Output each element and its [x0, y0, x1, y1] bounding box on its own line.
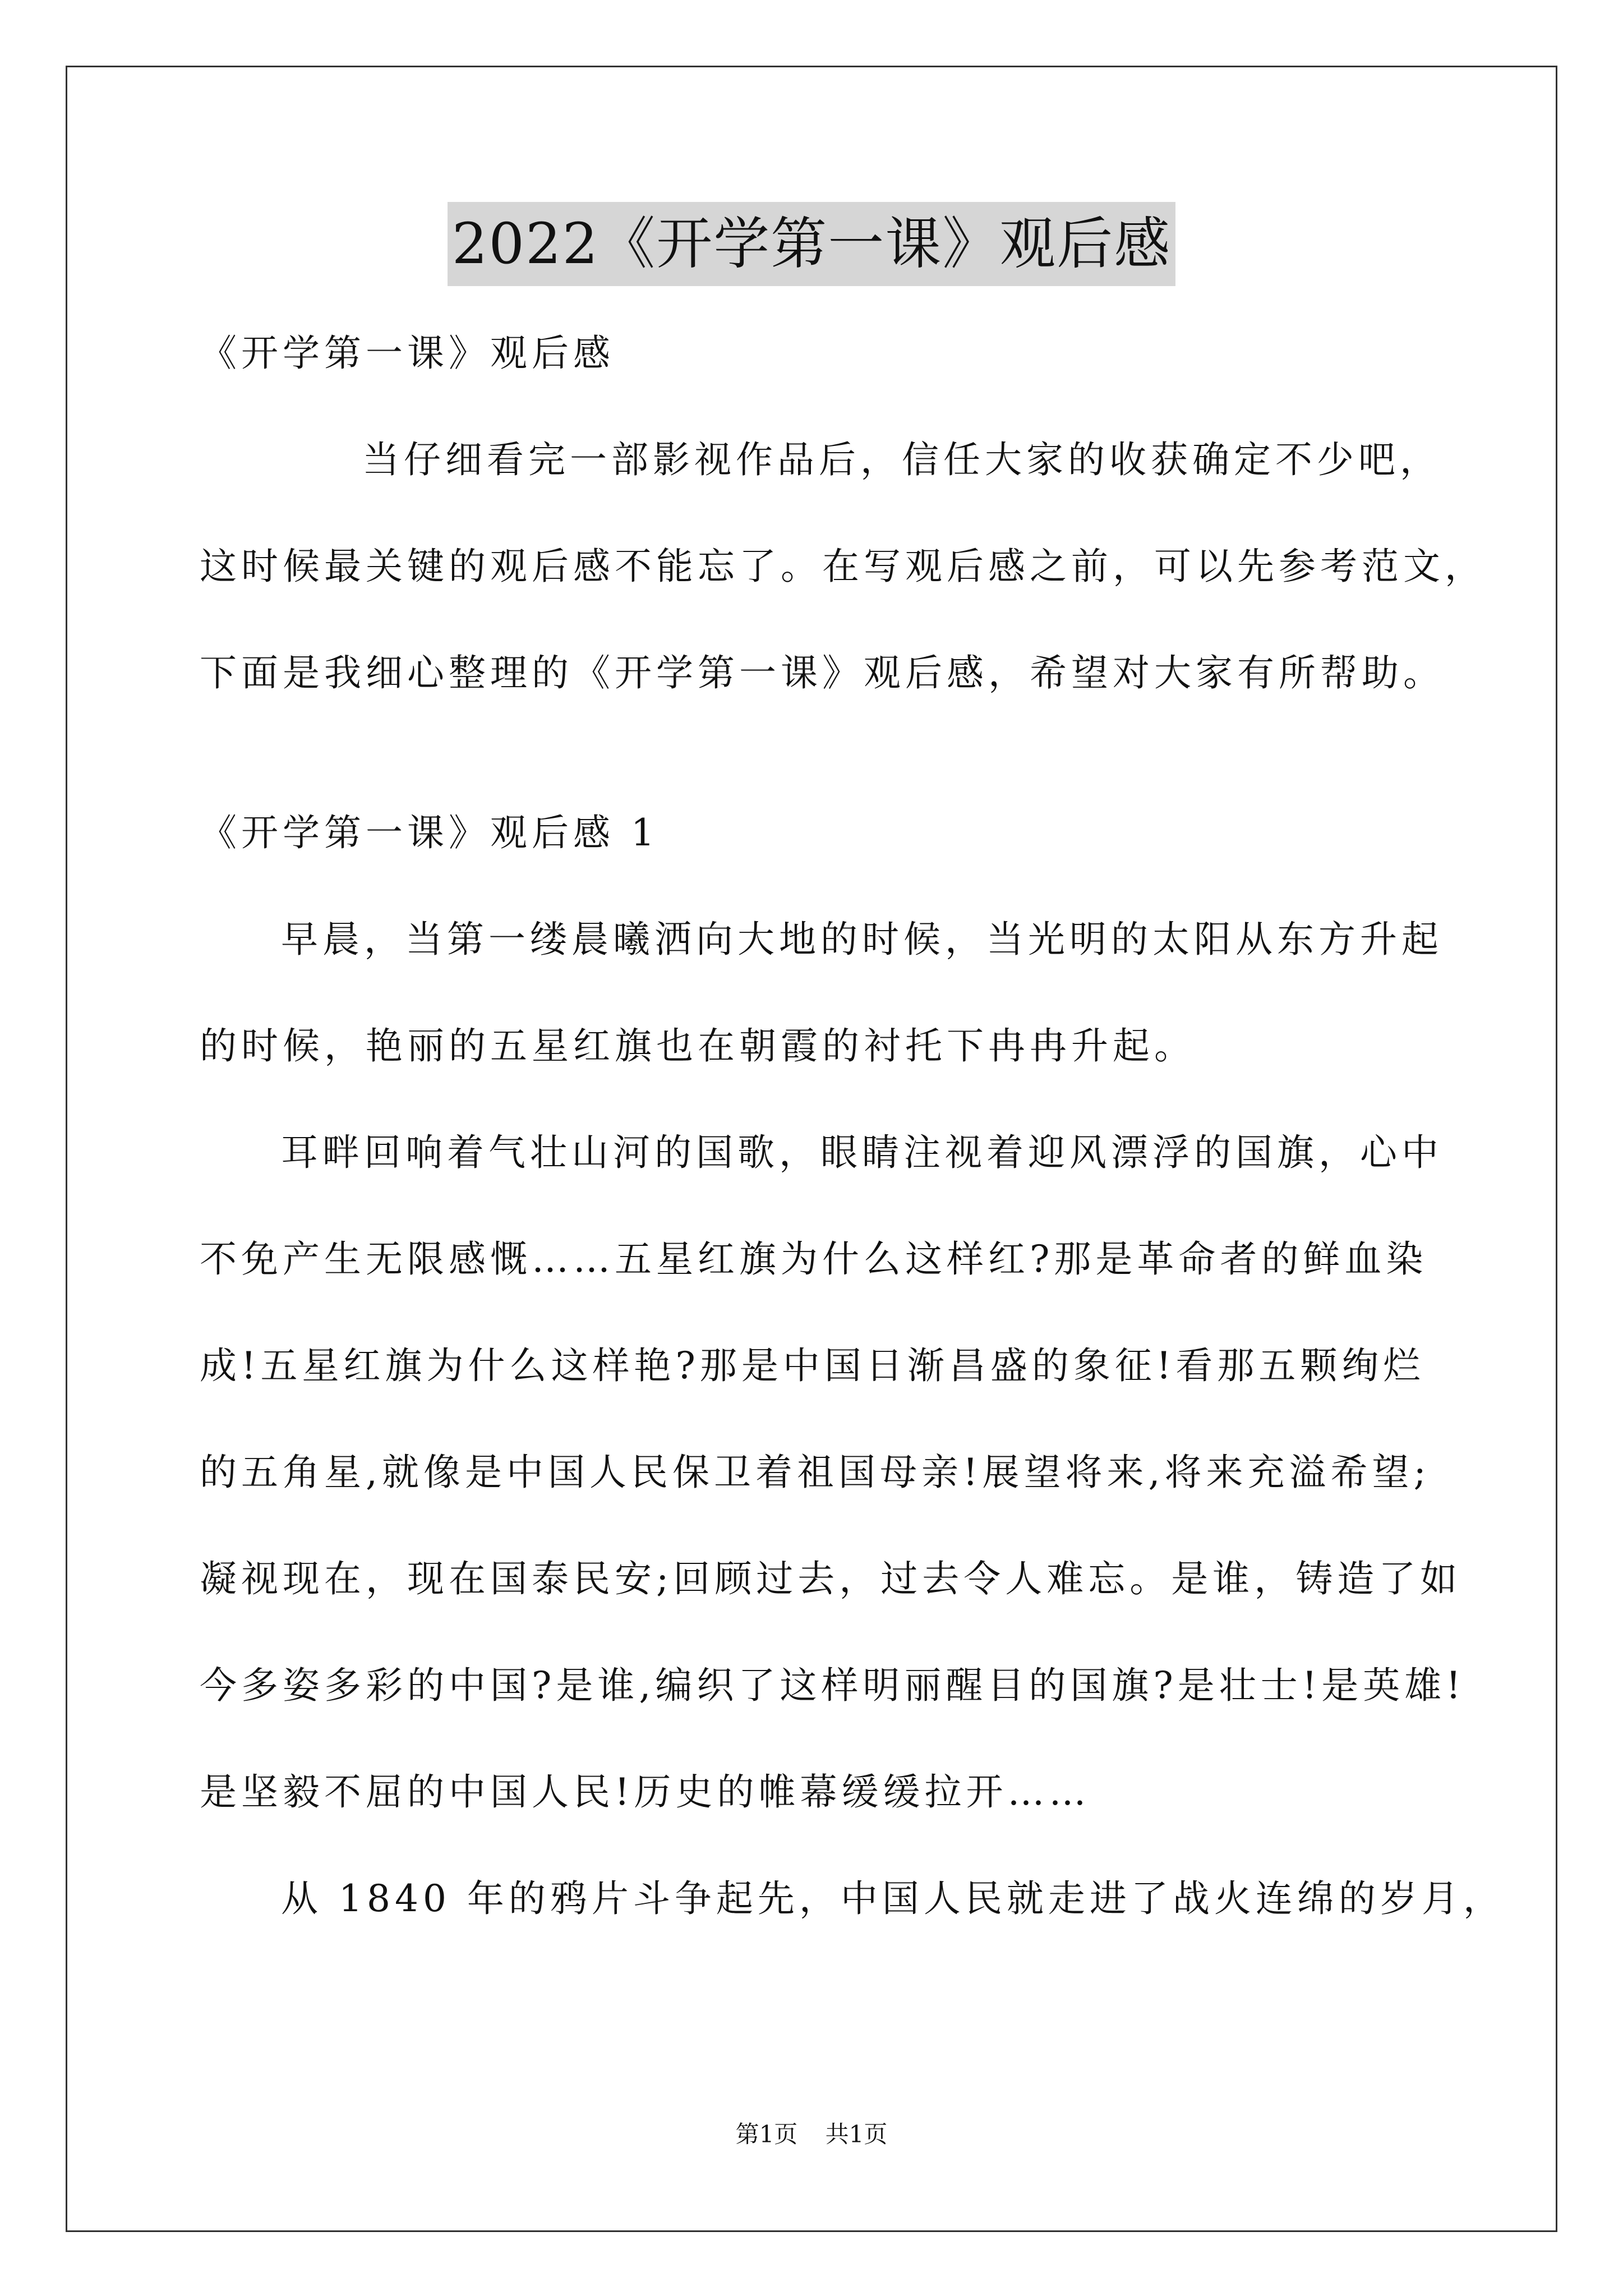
intro-line: 当仔细看完一部影视作品后，信任大家的收获确定不少吧， [362, 438, 1441, 481]
page-number: 第1页 [735, 2120, 798, 2148]
title-container [0, 202, 1623, 286]
paragraph-line: 的时候，艳丽的五星红旗也在朝霞的衬托下冉冉升起。 [200, 1024, 1196, 1068]
intro-line: 这时候最关键的观后感不能忘了。在写观后感之前，可以先参考范文， [200, 545, 1486, 588]
document-body [200, 300, 1505, 1952]
paragraph-line: 凝视现在，现在国泰民安;回顾过去，过去令人难忘。是谁，铸造了如 [200, 1557, 1462, 1600]
page-total: 共1页 [825, 2120, 888, 2148]
paragraph-line: 不免产生无限感慨……五星红旗为什么这样红?那是革命者的鲜血染 [200, 1237, 1428, 1281]
page-footer [0, 2118, 1623, 2151]
paragraph-line: 早晨，当第一缕晨曦洒向大地的时候，当光明的太阳从东方升起 [281, 918, 1443, 961]
intro-line: 下面是我细心整理的《开学第一课》观后感，希望对大家有所帮助。 [200, 651, 1445, 694]
section-heading: 《开学第一课》观后感 1 [200, 811, 659, 854]
subtitle: 《开学第一课》观后感 [200, 332, 615, 375]
paragraph-line: 是坚毅不屈的中国人民!历史的帷幕缓缓拉开…… [200, 1770, 1091, 1814]
spacer [200, 726, 1433, 780]
paragraph-line: 今多姿多彩的中国?是谁,编织了这样明丽醒目的国旗?是壮士!是英雄! [200, 1664, 1465, 1707]
paragraph-line: 成!五星红旗为什么这样艳?那是中国日渐昌盛的象征!看那五颗绚烂 [200, 1344, 1425, 1387]
paragraph-line: 从 1840 年的鸦片斗争起先，中国人民就走进了战火连绵的岁月， [281, 1877, 1505, 1920]
document-title: 2022《开学第一课》观后感 [448, 202, 1176, 286]
paragraph-line: 的五角星,就像是中国人民保卫着祖国母亲!展望将来,将来充溢希望; [200, 1451, 1431, 1494]
paragraph-line: 耳畔回响着气壮山河的国歌，眼睛注视着迎风漂浮的国旗，心中 [281, 1131, 1443, 1174]
